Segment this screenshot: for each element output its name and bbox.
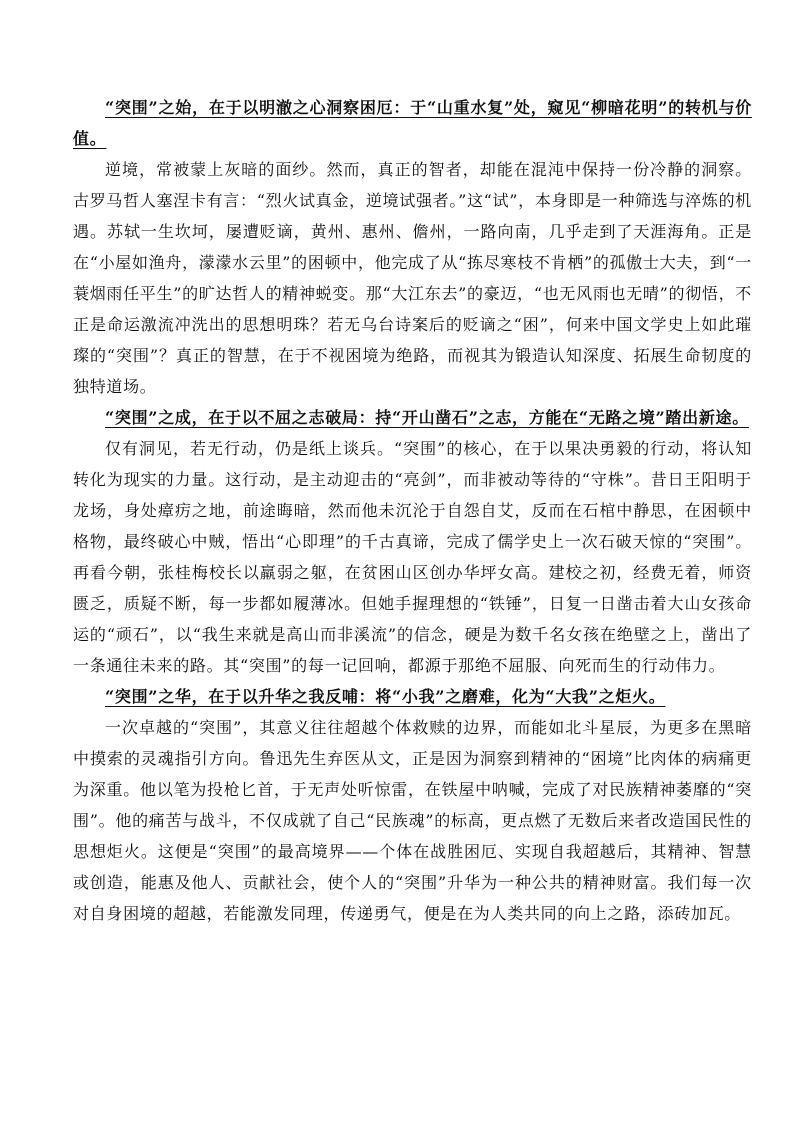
body-paragraph-3: 一次卓越的“突围”，其意义往往超越个体救赎的边界，而能如北斗星辰，为更多在黑暗中摸索的灵魂指引方向。鲁迅先生弃医从文，正是因为洞察到精神的“困境”比肉体的病痛更为深重。他以笔为投枪匕首，于无声处听惊雷，在铁屋中呐喊，完成了对民族精神萎靡的“突围”。他的痛苦与战斗，不仅成就了自己“民族魂”的标高，更点燃了无数后来者改造国民性的思想炬火。这便是“突围”的最高境界——个体在战胜困厄、实现自我超越后，其精神、智慧或创造，能惠及他人、贡献社会，使个人的“突围”升华为一种公共的精神财富。我们每一次对自身困境的超越，若能激发同理，传递勇气，便是在为人类共同的向上之路，添砖加瓦。 <box>73 718 752 923</box>
body-paragraph-1: 逆境，常被蒙上灰暗的面纱。然而，真正的智者，却能在混沌中保持一份冷静的洞察。古罗马哲人塞涅卡有言：“烈火试真金，逆境试强者。”这“试”，本身即是一种筛选与淬炼的机遇。苏轼一生坎坷，屡遭贬谪，黄州、惠州、儋州，一路向南，几乎走到了天涯海角。正是在“小屋如渔舟，濛濛水云里”的困顿中，他完成了从“拣尽寒枝不肯栖”的孤傲士大夫，到“一蓑烟雨任平生”的旷达哲人的精神蜕变。那“大江东去”的豪迈，“也无风雨也无晴”的彻悟，不正是命运激流冲洗出的思想明珠？若无乌台诗案后的贬谪之“困”，何来中国文学史上如此璀璨的“突围”？真正的智慧，在于不视困境为绝路，而视其为锻造认知深度、拓展生命韧度的独特道场。 <box>73 160 752 396</box>
section-heading-3: “突围”之华，在于以升华之我反哺：将“小我”之磨难，化为“大我”之炬火。 <box>105 687 666 706</box>
section-heading-1: “突围”之始，在于以明澈之心洞察困厄：于“山重水复”处，窥见“柳暗花明”的转机与价值。 <box>73 98 752 148</box>
essay-content <box>73 92 752 929</box>
section-heading-2: “突围”之成，在于以不屈之志破局：持“开山凿石”之志，方能在“无路之境”踏出新途。 <box>105 408 749 427</box>
body-paragraph-2: 仅有洞见，若无行动，仍是纸上谈兵。“突围”的核心，在于以果决勇毅的行动，将认知转化为现实的力量。这行动，是主动迎击的“亮剑”，而非被动等待的“守株”。昔日王阳明于龙场，身处瘴疠之地，前途晦暗，然而他未沉沦于自怨自艾，反而在石棺中静思，在困顿中格物，最终破心中贼，悟出“心即理”的千古真谛，完成了儒学史上一次石破天惊的“突围”。再看今朝，张桂梅校长以羸弱之躯，在贫困山区创办华坪女高。建校之初，经费无着，师资匮乏，质疑不断，每一步都如履薄冰。但她手握理想的“铁锤”，日复一日凿击着大山女孩命运的“顽石”，以“我生来就是高山而非溪流”的信念，硬是为数千名女孩在绝壁之上，凿出了一条通往未来的路。其“突围”的每一记回响，都源于那绝不屈服、向死而生的行动伟力。 <box>73 439 752 675</box>
